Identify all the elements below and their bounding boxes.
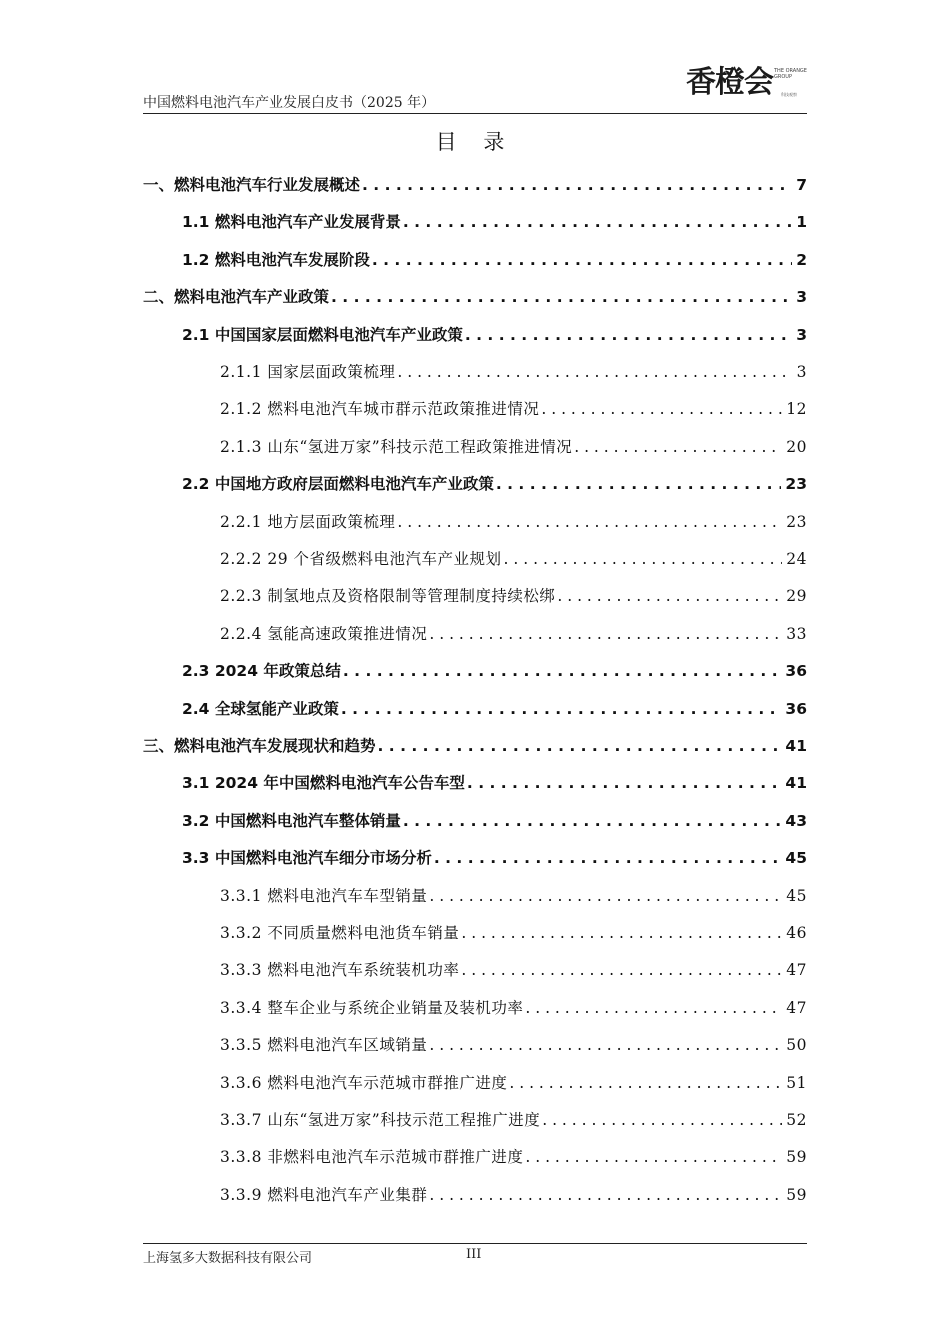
toc-entry-page: 45 xyxy=(785,849,807,868)
toc-entry-page: 2 xyxy=(796,250,807,269)
toc-leader-dots xyxy=(378,733,782,759)
toc-entry-page: 41 xyxy=(785,774,807,793)
toc-entry-page: 1 xyxy=(796,213,807,232)
toc-entry-page: 24 xyxy=(786,550,807,568)
toc-leader-dots xyxy=(343,658,782,684)
logo-tagline: 科技观察 xyxy=(781,92,797,97)
toc-leader-dots xyxy=(429,1032,782,1058)
toc-entry[interactable] xyxy=(143,172,807,198)
toc-leader-dots xyxy=(574,434,782,460)
toc-entry[interactable] xyxy=(220,509,807,535)
toc-entry-label: 3.3.2 不同质量燃料电池货车销量 xyxy=(220,924,460,942)
toc-entry[interactable] xyxy=(220,1144,807,1170)
toc-entry[interactable] xyxy=(182,322,807,348)
toc-entry-page: 50 xyxy=(786,1036,807,1055)
toc-entry[interactable] xyxy=(220,1182,807,1208)
toc-entry-label: 3.3.3 燃料电池汽车系统装机功率 xyxy=(220,961,460,980)
toc-leader-dots xyxy=(429,1182,782,1208)
toc-entry[interactable] xyxy=(182,845,807,871)
toc-leader-dots xyxy=(331,284,792,310)
toc-leader-dots xyxy=(434,845,782,871)
toc-leader-dots xyxy=(397,359,792,385)
toc-entry-page: 7 xyxy=(796,176,807,194)
toc-entry-page: 59 xyxy=(786,1185,807,1204)
toc-entry-page: 36 xyxy=(785,699,807,718)
toc-entry[interactable] xyxy=(220,883,807,909)
toc-entry-page: 46 xyxy=(786,924,807,942)
footer-page-number: III xyxy=(466,1247,482,1262)
toc-entry[interactable] xyxy=(182,696,807,722)
toc-entry-label: 3.3.6 燃料电池汽车示范城市群推广进度 xyxy=(220,1073,508,1092)
toc-leader-dots xyxy=(341,696,782,722)
toc-entry[interactable] xyxy=(182,209,807,235)
toc-leader-dots xyxy=(467,770,782,796)
toc-leader-dots xyxy=(525,995,782,1021)
logo-subtitle: THE ORANGE GROUP xyxy=(774,68,807,80)
toc-entry[interactable] xyxy=(220,1107,807,1133)
toc-entry-label: 2.2.4 氢能高速政策推进情况 xyxy=(220,624,428,643)
toc-leader-dots xyxy=(542,1107,782,1133)
toc-entry-label: 2.2 中国地方政府层面燃料电池汽车产业政策 xyxy=(182,475,494,494)
toc-entry[interactable] xyxy=(220,957,807,983)
toc-entry-label: 2.1.1 国家层面政策梳理 xyxy=(220,363,396,381)
toc-leader-dots xyxy=(403,209,792,235)
toc-leader-dots xyxy=(362,172,792,198)
toc-leader-dots xyxy=(372,247,792,273)
toc-entry-label: 3.3.1 燃料电池汽车车型销量 xyxy=(220,886,428,905)
toc-entry-page: 23 xyxy=(786,512,807,531)
toc-entry[interactable] xyxy=(220,434,807,460)
toc-entry-page: 12 xyxy=(786,400,807,419)
toc-entry-page: 33 xyxy=(786,624,807,643)
toc-entry[interactable] xyxy=(220,1032,807,1058)
toc-leader-dots xyxy=(525,1144,782,1170)
toc-entry-page: 23 xyxy=(785,475,807,494)
toc-leader-dots xyxy=(403,808,782,834)
toc-entry-label: 2.4 全球氢能产业政策 xyxy=(182,699,339,718)
toc-entry-label: 2.2.2 29 个省级燃料电池汽车产业规划 xyxy=(220,550,502,568)
header-document-title: 中国燃料电池汽车产业发展白皮书（2025 年） xyxy=(143,95,436,111)
toc-entry[interactable] xyxy=(220,396,807,422)
toc-leader-dots xyxy=(429,621,782,647)
toc-leader-dots xyxy=(496,471,782,497)
logo-text: 香橙会 xyxy=(686,65,773,100)
toc-entry-label: 2.1 中国国家层面燃料电池汽车产业政策 xyxy=(182,325,463,344)
toc-entry[interactable] xyxy=(143,733,807,759)
toc-entry[interactable] xyxy=(220,583,807,609)
toc-entry-label: 1.1 燃料电池汽车产业发展背景 xyxy=(182,213,401,232)
toc-entry-page: 51 xyxy=(786,1073,807,1092)
toc-entry-label: 3.2 中国燃料电池汽车整体销量 xyxy=(182,811,401,830)
toc-leader-dots xyxy=(461,920,782,946)
toc-entry[interactable] xyxy=(182,471,807,497)
toc-entry-page: 52 xyxy=(786,1111,807,1129)
toc-entry[interactable] xyxy=(182,770,807,796)
toc-entry[interactable] xyxy=(220,359,807,385)
toc-entry[interactable] xyxy=(220,621,807,647)
toc-entry[interactable] xyxy=(182,808,807,834)
toc-entry-page: 36 xyxy=(785,662,807,681)
footer-company: 上海氢多大数据科技有限公司 xyxy=(143,1251,313,1266)
toc-leader-dots xyxy=(504,546,783,572)
toc-leader-dots xyxy=(461,957,782,983)
toc-entry-label: 3.3.8 非燃料电池汽车示范城市群推广进度 xyxy=(220,1148,524,1167)
toc-leader-dots xyxy=(465,322,792,348)
toc-entry-page: 3 xyxy=(796,288,807,307)
toc-entry[interactable] xyxy=(220,920,807,946)
toc-leader-dots xyxy=(509,1070,782,1096)
toc-entry-label: 1.2 燃料电池汽车发展阶段 xyxy=(182,250,370,269)
toc-leader-dots xyxy=(397,509,782,535)
toc-entry-label: 2.1.3 山东“氢进万家”科技示范工程政策推进情况 xyxy=(220,437,573,456)
toc-entry-label: 3.3.9 燃料电池汽车产业集群 xyxy=(220,1185,428,1204)
toc-entry-page: 45 xyxy=(786,886,807,905)
toc-entry-page: 3 xyxy=(796,325,807,344)
toc-entry[interactable] xyxy=(220,546,807,572)
toc-entry[interactable] xyxy=(220,1070,807,1096)
toc-entry-page: 41 xyxy=(785,737,807,755)
toc-entry-label: 2.2.1 地方层面政策梳理 xyxy=(220,512,396,531)
toc-entry-label: 一、燃料电池汽车行业发展概述 xyxy=(143,176,361,194)
header-divider xyxy=(143,113,807,114)
toc-entry-label: 3.3.4 整车企业与系统企业销量及装机功率 xyxy=(220,998,524,1017)
toc-entry-label: 二、燃料电池汽车产业政策 xyxy=(143,288,330,307)
toc-entry-label: 3.3.5 燃料电池汽车区域销量 xyxy=(220,1036,428,1055)
toc-entry-page: 43 xyxy=(785,811,807,830)
toc-entry-label: 2.3 2024 年政策总结 xyxy=(182,662,341,681)
toc-entry[interactable] xyxy=(143,284,807,310)
toc-leader-dots xyxy=(429,883,782,909)
toc-title: 目 录 xyxy=(435,130,515,154)
toc-entry-label: 3.3 中国燃料电池汽车细分市场分析 xyxy=(182,849,432,868)
toc-entry-page: 47 xyxy=(786,961,807,980)
toc-entry-label: 2.1.2 燃料电池汽车城市群示范政策推进情况 xyxy=(220,400,540,419)
footer-divider xyxy=(143,1243,807,1244)
toc-entry-page: 59 xyxy=(786,1148,807,1167)
toc-entry[interactable] xyxy=(182,247,807,273)
toc-entry-page: 29 xyxy=(786,587,807,606)
toc-entry-label: 3.3.7 山东“氢进万家”科技示范工程推广进度 xyxy=(220,1111,541,1129)
toc-entry-label: 三、燃料电池汽车发展现状和趋势 xyxy=(143,737,376,755)
brand-logo xyxy=(686,62,810,106)
toc-entry-page: 47 xyxy=(786,998,807,1017)
toc-entry-page: 20 xyxy=(786,437,807,456)
toc-entry-label: 3.1 2024 年中国燃料电池汽车公告车型 xyxy=(182,774,465,793)
toc-entry[interactable] xyxy=(182,658,807,684)
toc-entry-page: 3 xyxy=(796,363,807,381)
toc-entry[interactable] xyxy=(220,995,807,1021)
toc-leader-dots xyxy=(557,583,782,609)
toc-leader-dots xyxy=(541,396,782,422)
toc-entry-label: 2.2.3 制氢地点及资格限制等管理制度持续松绑 xyxy=(220,587,556,606)
